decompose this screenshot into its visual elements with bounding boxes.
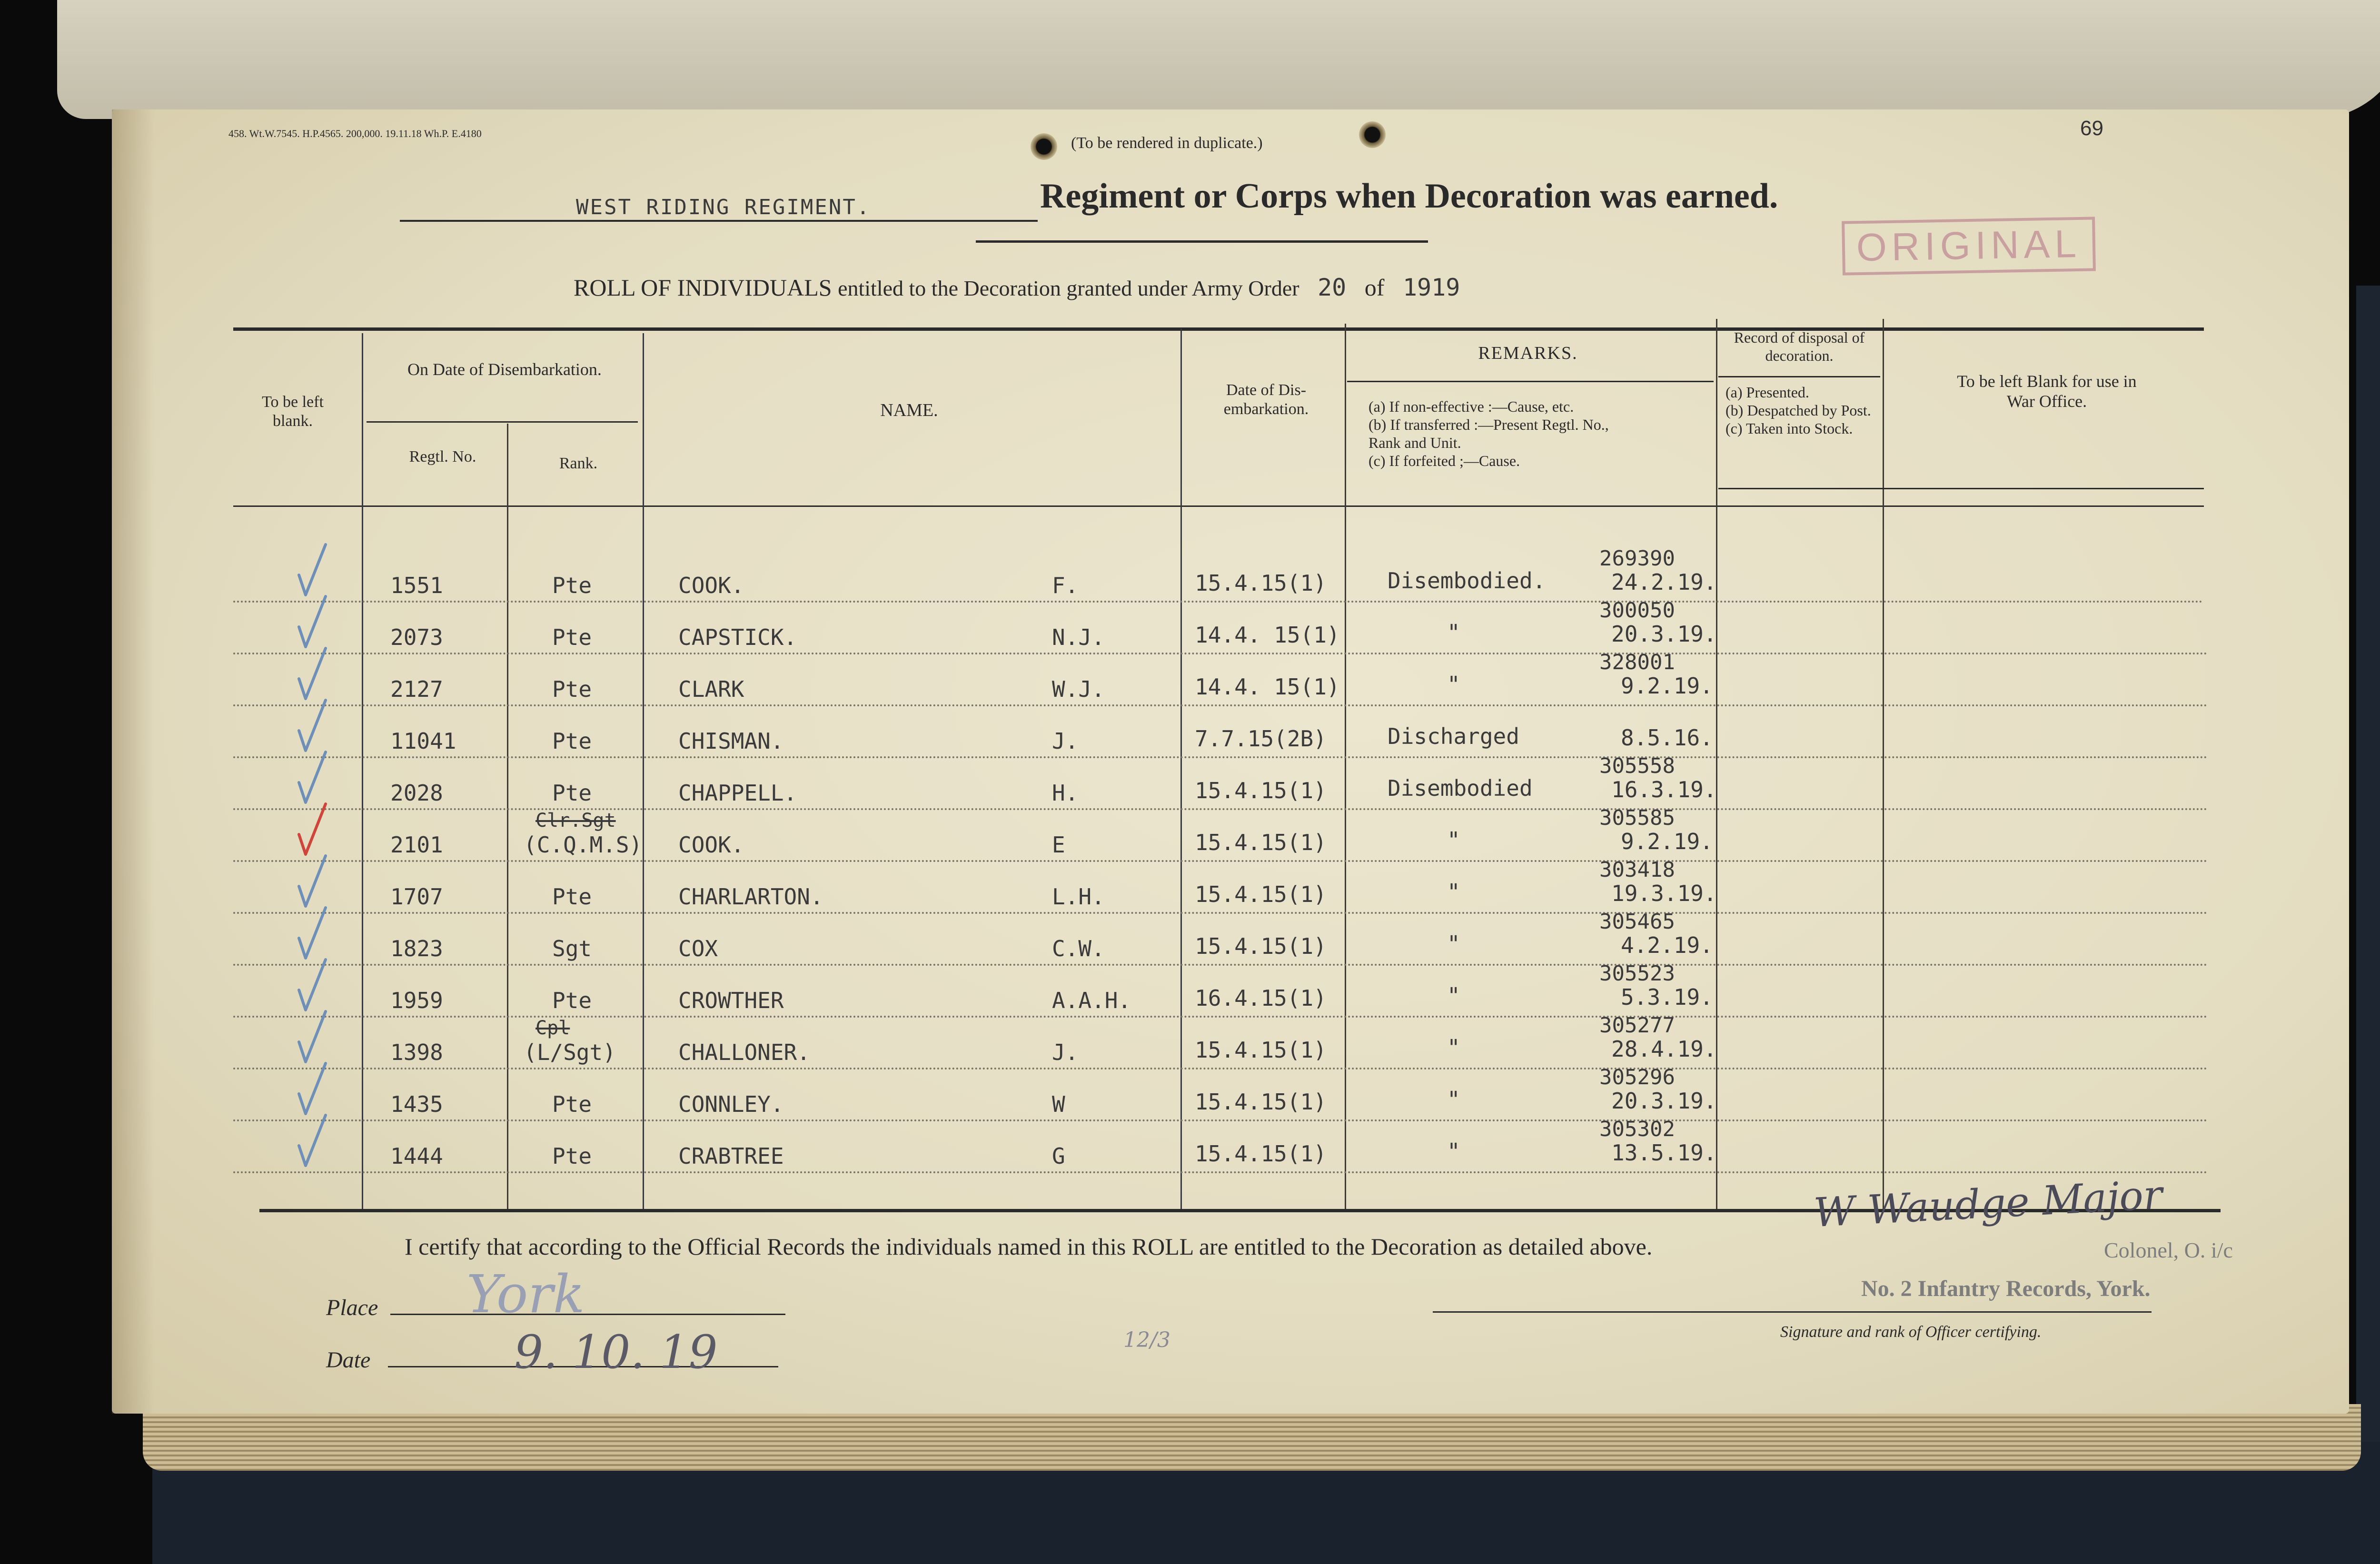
place-handwritten: York bbox=[466, 1264, 585, 1325]
regiment-underline bbox=[400, 220, 1038, 222]
remark-new-number: 328001 bbox=[1599, 650, 1675, 674]
check-tick-icon bbox=[295, 542, 328, 599]
initials: W.J. bbox=[1052, 676, 1105, 702]
col-header-name: NAME. bbox=[880, 400, 938, 420]
regtl-number: 2101 bbox=[390, 832, 443, 858]
header-divider bbox=[976, 240, 1428, 243]
col-header-blank: To be left blank. bbox=[262, 393, 324, 430]
remark-date: 28.4.19. bbox=[1611, 1036, 1717, 1062]
col-header-disposal: Record of disposal of decoration. bbox=[1734, 329, 1865, 364]
original-stamp: ORIGINAL bbox=[1842, 217, 2096, 275]
regtl-number: 1444 bbox=[390, 1143, 443, 1169]
disposal-bottom-rule bbox=[1718, 488, 2204, 489]
margin-note: 12/3 bbox=[1123, 1328, 1170, 1352]
roll-title-prefix: ROLL OF INDIVIDUALS bbox=[574, 274, 832, 301]
row-dotted-line bbox=[233, 808, 2209, 810]
initials: G bbox=[1052, 1143, 1065, 1169]
remark-new-number: 300050 bbox=[1599, 598, 1675, 623]
binding-hole-left bbox=[1031, 133, 1057, 160]
remarks-key bbox=[1368, 397, 1711, 470]
remark-text: " bbox=[1447, 1087, 1460, 1112]
surname: CHISMAN. bbox=[678, 728, 784, 754]
remark-text: Disembodied. bbox=[1388, 568, 1546, 594]
regtl-number: 2127 bbox=[390, 676, 443, 702]
surname: CAPSTICK. bbox=[678, 624, 797, 650]
page-number: 69 bbox=[2080, 117, 2103, 140]
remark-new-number: 305558 bbox=[1599, 754, 1675, 778]
remark-new-number: 305277 bbox=[1599, 1013, 1675, 1038]
rank-value: Pte bbox=[552, 624, 592, 650]
date-label: Date bbox=[326, 1347, 371, 1373]
place-line bbox=[390, 1314, 785, 1315]
remark-text: " bbox=[1447, 983, 1460, 1009]
col-line-2 bbox=[507, 424, 508, 1209]
of-word: of bbox=[1364, 274, 1385, 301]
date-handwritten: 9. 10. 19 bbox=[514, 1326, 718, 1379]
rank-value: Pte bbox=[552, 728, 592, 754]
rank-value: Pte bbox=[552, 1091, 592, 1117]
rank-value: Pte bbox=[552, 884, 592, 910]
col-line-6 bbox=[1716, 319, 1717, 1209]
disposal-key-c: (c) Taken into Stock. bbox=[1726, 420, 1853, 437]
col-line-7 bbox=[1883, 319, 1884, 1209]
disposal-key-b: (b) Despatched by Post. bbox=[1726, 402, 1871, 419]
surname: CLARK bbox=[678, 676, 744, 702]
row-dotted-line bbox=[233, 964, 2209, 966]
disembark-date: 15.4.15(1) bbox=[1195, 778, 1327, 803]
regtl-number: 1959 bbox=[390, 988, 443, 1013]
row-dotted-line bbox=[233, 1068, 2209, 1069]
certify-statement: I certify that according to the Official Records the individuals named in this ROLL are entitled to the Decoration as detailed above. bbox=[405, 1233, 1653, 1260]
remark-new-number: 305585 bbox=[1599, 806, 1675, 830]
row-dotted-line bbox=[233, 704, 2209, 706]
col-line-1 bbox=[362, 333, 363, 1209]
regtl-number: 2073 bbox=[390, 624, 443, 650]
regiment-typed: WEST RIDING REGIMENT. bbox=[576, 195, 871, 219]
remarks-key-b: (b) If transferred :—Present Regtl. No., Rank and Unit. bbox=[1368, 416, 1609, 451]
remark-date: 13.5.19. bbox=[1611, 1140, 1717, 1166]
remark-new-number: 269390 bbox=[1599, 546, 1675, 571]
surname: CHALLONER. bbox=[678, 1039, 810, 1065]
roll-title bbox=[574, 274, 1460, 301]
disembark-date: 15.4.15(1) bbox=[1195, 1089, 1327, 1115]
rank-value: Pte bbox=[552, 676, 592, 702]
surname: CRABTREE bbox=[678, 1143, 784, 1169]
officer-signature: W Waudge Major bbox=[1812, 1171, 2164, 1237]
army-order-number: 20 bbox=[1318, 274, 1347, 301]
remark-new-number: 305302 bbox=[1599, 1117, 1675, 1141]
remark-text: " bbox=[1447, 931, 1460, 957]
signature-line bbox=[1433, 1311, 2152, 1313]
rank-value: Pte bbox=[552, 573, 592, 598]
col-header-rank: Rank. bbox=[559, 455, 598, 472]
rank-struck: Clr.Sgt bbox=[536, 810, 616, 831]
disembark-date: 15.4.15(1) bbox=[1195, 1037, 1327, 1063]
remark-text: " bbox=[1447, 1035, 1460, 1060]
check-tick-icon bbox=[295, 1112, 328, 1169]
print-code: 458. Wt.W.7545. H.P.4565. 200,000. 19.11.18 Wh.P. E.4180 bbox=[228, 128, 482, 139]
initials: C.W. bbox=[1052, 936, 1105, 961]
initials: J. bbox=[1052, 1039, 1079, 1065]
remark-text: Discharged bbox=[1388, 723, 1519, 749]
roll-title-middle: entitled to the Decoration granted under Army Order bbox=[838, 276, 1299, 300]
table-header-bottom-rule bbox=[233, 505, 2204, 507]
disposal-group-rule bbox=[1718, 376, 1880, 377]
col-line-5 bbox=[1345, 324, 1346, 1209]
regtl-number: 2028 bbox=[390, 780, 443, 806]
disembark-date: 14.4. 15(1) bbox=[1195, 622, 1340, 648]
remark-date: 20.3.19. bbox=[1611, 1088, 1717, 1114]
army-order-year: 1919 bbox=[1402, 274, 1460, 301]
remark-new-number: 305296 bbox=[1599, 1065, 1675, 1089]
disembark-date: 15.4.15(1) bbox=[1195, 830, 1327, 855]
remark-date: 5.3.19. bbox=[1621, 984, 1713, 1010]
signature-caption: Signature and rank of Officer certifying. bbox=[1780, 1323, 2042, 1341]
disposal-key-a: (a) Presented. bbox=[1726, 384, 1809, 401]
check-tick-icon bbox=[295, 957, 328, 1014]
check-tick-icon bbox=[295, 645, 328, 703]
disembark-date: 15.4.15(1) bbox=[1195, 570, 1327, 596]
surname: CHARLARTON. bbox=[678, 884, 823, 910]
rank-struck: Cpl bbox=[536, 1017, 570, 1039]
col-line-4 bbox=[1180, 328, 1182, 1209]
check-tick-icon bbox=[295, 594, 328, 651]
rank-value: (L/Sgt) bbox=[524, 1039, 616, 1065]
rank-value: (C.Q.M.S) bbox=[524, 832, 643, 858]
stamp-colonel: Colonel, O. i/c bbox=[2104, 1238, 2233, 1262]
row-dotted-line bbox=[233, 912, 2209, 914]
surname: CROWTHER bbox=[678, 988, 784, 1013]
row-dotted-line bbox=[233, 601, 2204, 603]
rank-value: Pte bbox=[552, 780, 592, 806]
remark-date: 24.2.19. bbox=[1611, 569, 1717, 595]
rank-value: Pte bbox=[552, 988, 592, 1013]
remark-text: " bbox=[1447, 827, 1460, 853]
surname: COOK. bbox=[678, 832, 744, 858]
stamp-records-office: No. 2 Infantry Records, York. bbox=[1861, 1276, 2151, 1301]
row-dotted-line bbox=[233, 756, 2209, 758]
remarks-key-c: (c) If forfeited ;—Cause. bbox=[1368, 452, 1520, 469]
remark-text: " bbox=[1447, 672, 1460, 697]
row-dotted-line bbox=[233, 1119, 2209, 1121]
book-cover-right bbox=[2356, 286, 2380, 1564]
initials: A.A.H. bbox=[1052, 988, 1131, 1013]
disposal-key bbox=[1726, 383, 1878, 437]
disembark-date: 7.7.15(2B) bbox=[1195, 726, 1327, 752]
col-header-date-disembark: Date of Dis- embarkation. bbox=[1223, 381, 1309, 418]
previous-page-curl bbox=[57, 0, 2380, 119]
place-label: Place bbox=[326, 1295, 378, 1320]
check-tick-icon bbox=[295, 905, 328, 962]
disembark-date: 15.4.15(1) bbox=[1195, 1141, 1327, 1167]
binding-hole-right bbox=[1359, 121, 1386, 148]
check-tick-icon bbox=[295, 1009, 328, 1066]
remark-date: 16.3.19. bbox=[1611, 777, 1717, 802]
remark-text: " bbox=[1447, 879, 1460, 905]
page-gutter-shadow bbox=[112, 109, 155, 1414]
row-dotted-line bbox=[233, 653, 2209, 654]
disembark-date: 15.4.15(1) bbox=[1195, 933, 1327, 959]
remark-text: Disembodied bbox=[1388, 775, 1533, 801]
remark-date: 4.2.19. bbox=[1621, 932, 1713, 958]
regtl-number: 1435 bbox=[390, 1091, 443, 1117]
remark-date: 20.3.19. bbox=[1611, 621, 1717, 647]
surname: CONNLEY. bbox=[678, 1091, 784, 1117]
remark-date: 9.2.19. bbox=[1621, 829, 1713, 854]
remark-new-number: 305523 bbox=[1599, 961, 1675, 986]
initials: H. bbox=[1052, 780, 1079, 806]
initials: E bbox=[1052, 832, 1065, 858]
col-header-regtl-no: Regtl. No. bbox=[409, 448, 476, 465]
surname: CHAPPELL. bbox=[678, 780, 797, 806]
remark-text: " bbox=[1447, 620, 1460, 645]
check-tick-icon bbox=[295, 749, 328, 806]
regtl-number: 1823 bbox=[390, 936, 443, 961]
row-dotted-line bbox=[233, 1171, 2209, 1173]
remark-new-number: 305465 bbox=[1599, 910, 1675, 934]
col-header-remarks: REMARKS. bbox=[1478, 343, 1578, 363]
initials: F. bbox=[1052, 573, 1079, 598]
disembark-group-rule bbox=[367, 421, 638, 423]
disembark-date: 16.4.15(1) bbox=[1195, 985, 1327, 1011]
table-top-rule bbox=[233, 327, 2204, 331]
check-tick-icon bbox=[295, 1060, 328, 1118]
rank-value: Sgt bbox=[552, 936, 592, 961]
col-line-3 bbox=[643, 333, 644, 1209]
disembark-date: 14.4. 15(1) bbox=[1195, 674, 1340, 700]
regtl-number: 1551 bbox=[390, 573, 443, 598]
surname: COX bbox=[678, 936, 718, 961]
col-header-on-date: On Date of Disembarkation. bbox=[407, 360, 602, 379]
duplicate-note: (To be rendered in duplicate.) bbox=[1071, 134, 1263, 152]
surname: COOK. bbox=[678, 573, 744, 598]
regtl-number: 1398 bbox=[390, 1039, 443, 1065]
remark-text: " bbox=[1447, 1138, 1460, 1164]
initials: W bbox=[1052, 1091, 1065, 1117]
initials: N.J. bbox=[1052, 624, 1105, 650]
disembark-date: 15.4.15(1) bbox=[1195, 881, 1327, 907]
row-dotted-line bbox=[233, 1016, 2209, 1018]
remark-new-number: 303418 bbox=[1599, 858, 1675, 882]
remark-date: 9.2.19. bbox=[1621, 673, 1713, 699]
remark-date: 8.5.16. bbox=[1621, 725, 1713, 751]
regtl-number: 11041 bbox=[390, 728, 456, 754]
col-header-war-office: To be left Blank for use in War Office. bbox=[1957, 372, 2137, 411]
page-edges bbox=[143, 1404, 2361, 1471]
check-tick-icon bbox=[295, 853, 328, 910]
check-tick-icon bbox=[295, 697, 328, 754]
rank-value: Pte bbox=[552, 1143, 592, 1169]
remarks-group-rule bbox=[1347, 381, 1714, 382]
initials: J. bbox=[1052, 728, 1079, 754]
regiment-label: Regiment or Corps when Decoration was earned. bbox=[1040, 177, 1778, 216]
remark-date: 19.3.19. bbox=[1611, 881, 1717, 906]
row-dotted-line bbox=[233, 860, 2209, 862]
initials: L.H. bbox=[1052, 884, 1105, 910]
remarks-key-a: (a) If non-effective :—Cause, etc. bbox=[1368, 398, 1574, 415]
check-tick-icon bbox=[295, 801, 328, 858]
regtl-number: 1707 bbox=[390, 884, 443, 910]
